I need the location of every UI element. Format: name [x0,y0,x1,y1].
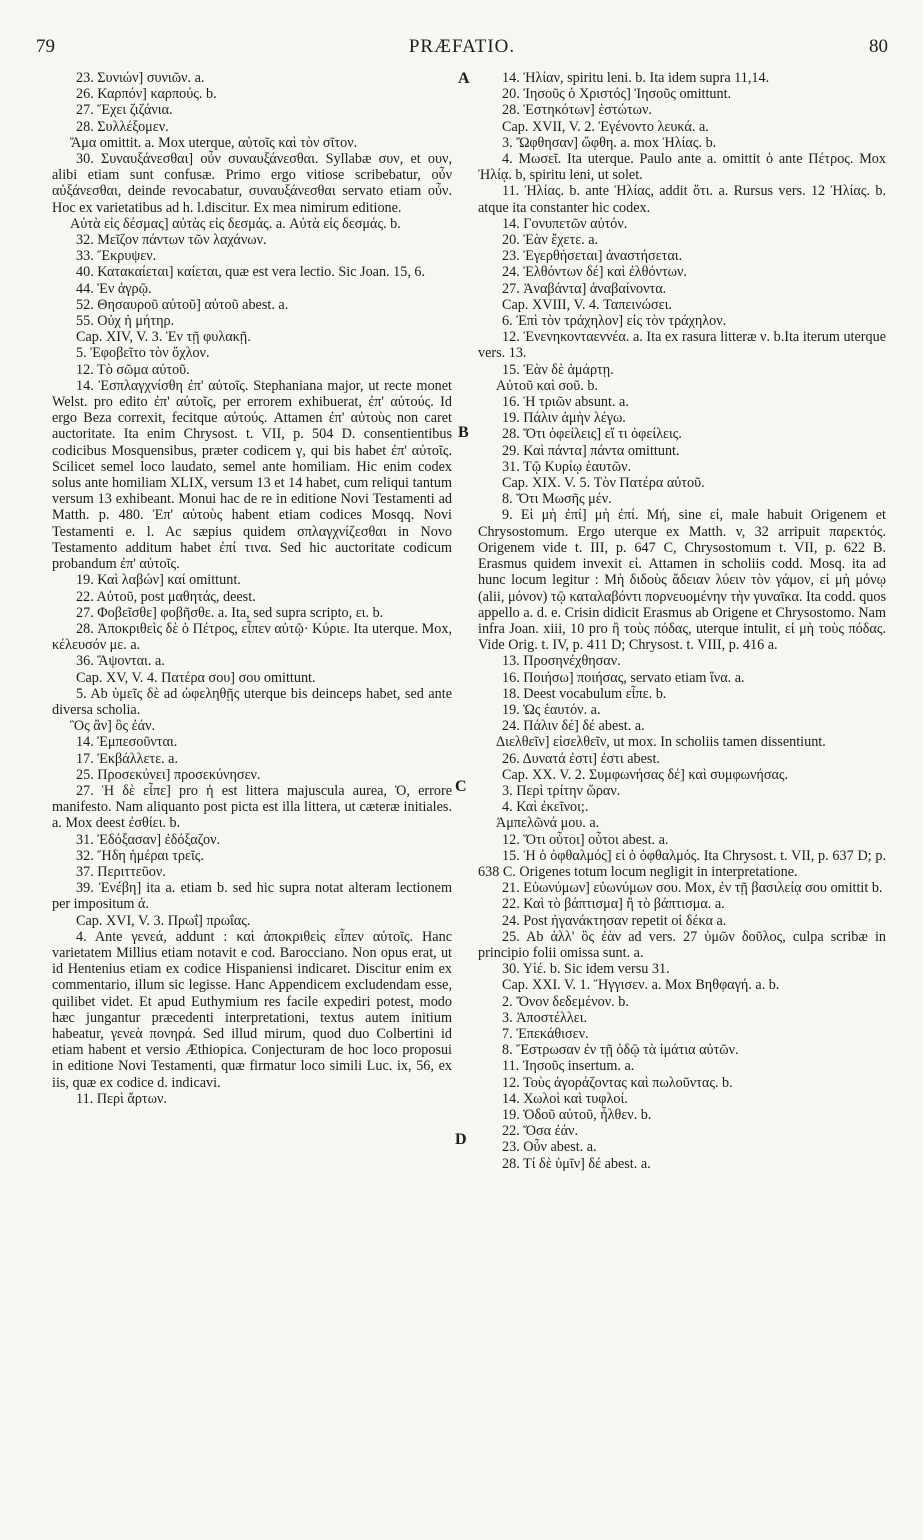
note-entry: 28. Συλλέξομεν. [76,118,169,135]
left-column [52,70,452,1510]
right-column [478,70,886,1510]
note-entry: 22. Ὅσα ἐάν. [502,1123,579,1140]
note-entry: 8. Ὅτι Μωσῆς μέν. [502,491,612,508]
page-header [36,36,888,64]
note-entry: 19. Καὶ λαβών] καί omittunt. [76,572,241,589]
note-entry: 23. Οὖν abest. a. [502,1139,597,1156]
note-entry: Διελθεῖν] εἰσελθεῖν, ut mox. In scholiis tamen dissentiunt. [496,734,826,751]
note-entry: 26. Δυνατά ἐστι] ἐστι abest. [502,750,660,767]
note-entry: 23. Συνιών] συνιῶν. a. [76,70,205,86]
note-entry: Cap. XIV, V. 3. Ἐν τῇ φυλακῇ. [76,329,251,346]
note-entry: Cap. XIX. V. 5. Τὸν Πατέρα αὐτοῦ. [502,475,705,492]
note-entry: 32. Ἤδη ἡμέραι τρεῖς. [76,847,204,864]
note-entry: 14. Χωλοὶ καὶ τυφλοί. [502,1090,628,1107]
note-entry: 29. Καὶ πάντα] πάντα omittunt. [502,442,680,459]
note-entry: Ἅμα omittit. a. Mox uterque, αὐτοῖς καὶ τὸν σῖτον. [70,134,358,151]
note-entry: 5. Ἐφοβεῖτο τὸν ὄχλον. [76,345,210,362]
note-entry: 24. Πάλιν δέ] δέ abest. a. [502,718,645,735]
note-entry: 28. Ἀποκριθεὶς δὲ ὁ Πέτρος, εἶπεν αὐτῷ· Κύριε. Ita uterque. Mox, κέλευσόν με. a. [52,620,452,654]
note-entry: 27. Ἔχει ζιζάνια. [76,102,173,119]
note-entry: 14. Ἠλίαν, spiritu leni. b. Ita idem supra 11,14. [502,70,770,86]
note-entry: 24. Ἐλθόντων δέ] καὶ ἐλθόντων. [502,264,687,281]
note-entry: Cap. XV, V. 4. Πατέρα σου] σου omittunt. [76,669,316,686]
note-entry: 33. Ἔκρυψεν. [76,248,157,265]
note-entry: Cap. XXI. V. 1. Ἤγγισεν. a. Mox Βηθφαγή. a. b. [502,977,780,994]
note-entry: 22. Καὶ τὸ βάπτισμα] ἢ τὸ βάπτισμα. a. [502,896,725,913]
note-entry: 28. Ὅτι ὀφείλεις] εἴ τι ὀφείλεις. [502,426,682,443]
note-entry: 12. Τοὺς ἀγοράζοντας καὶ πωλοῦντας. b. [502,1074,733,1091]
note-entry: 40. Κατακαίεται] καίεται, quæ est vera lectio. Sic Joan. 15, 6. [76,264,426,281]
note-entry: 9. Εἰ μὴ ἐπί] μὴ ἐπί. Μή, sine εἰ, male habuit Origenem et Chrysostomum. Ergo uterque ex Matth. v, 32 arripuit παρεκτός. Origenem vide t. III, p. 647 C, Chrysostomum t. VII, p. 622 B. Erasmus quidem invexit εἰ. Attamen in scholiis codd. Mosq. ita ad hunc locum legitur : Μὴ διδοὺς ἄδειαν λύειν τὸν γάμον, εἰ μὴ μόνῳ (alii, μόνον) τῷ καταλαβόντι πορνευομένην τὴν γυναῖκα. Ita codd. quos appello a. d. e. Crisin didicit Erasmus ab Origene et Chrysostomo. Nam infra Joan. xiii, 10 pro ἢ τοὺς πόδας, uterque intulit, εἰ μὴ τοὺς πόδας. Vide Orig. t. IV, p. 411 D; Chrysost. t. VIII, p. 416 a. [478,507,886,654]
note-entry: 36. Ἅψονται. a. [76,653,165,670]
note-entry: 37. Περιττεῦον. [76,863,166,880]
note-entry: 30. Συναυξάνεσθαι] οὖν συναυξάνεσθαι. Syllabæ συν, et ουν, alibi etiam sunt confusæ. Primo ergo vitiose scribebatur, οὖν αὐξάνεσθαι, deinde revocabatur, συναυξάνεσθαι servato etiam οὖν. Hoc ex varietatibus ad h. l.discitur. Ex mea nimirum editione. [52,151,452,216]
note-entry: 8. Ἔστρωσαν ἐν τῇ ὁδῷ τὰ ἱμάτια αὐτῶν. [502,1042,739,1059]
running-title: PRÆFATIO. [408,36,516,57]
note-entry: 21. Εὐωνύμων] εὐωνύμων σου. Mox, ἐν τῇ βασιλείᾳ σου omittit b. [502,880,883,897]
note-entry: 44. Ἐν ἀγρῷ. [76,280,152,297]
note-entry: 13. Προσηνέχθησαν. [502,653,621,670]
note-entry: 14. Ἐσπλαγχνίσθη ἐπ' αὐτοῖς. Stephaniana major, ut recte monet Welst. pro edito ἐπ' αὐτοῖς, per errorem exhibuerat, ἐπ' αὐτούς. Id ergo Beza correxit, fecitque αὐτούς. Attamen ἐπ' αὐτοὺς non caret auctoritate. Ita enim Chrysost. t. VII, p. 504 D. consentientibus codicibus Mosquensibus, præter codicem γ, qui bis habet ἐπ' αὐτοῖς. Scilicet semel loco laudato, semel ante homiliam. Hic enim codex solus ante homiliam XLIX, versum 13 et 14 habet, cum reliqui tantum versum 13 exhibeant. Monui hac de re in editione Novi Testamenti ad Matth. p. 480. Ἐπ' αὐτοὺς habent etiam codices Mosqq. Novi Testamenti e. l. Ac sæpius quidem σπλαγχνίζεσθαι in Novo Testamento additum habet ἐπί τινα. Sed hic auctoritate codicum probandum ἐπ' αὐτοῖς. [52,377,452,573]
note-entry: 19. Ὡς ἑαυτόν. a. [502,701,601,718]
note-entry: Αὐτὰ εἰς δέσμας] αὐτὰς εἰς δεσμάς. a. Αὐτὰ εἰς δεσμάς. b. [70,215,401,232]
note-entry: 11. Ἰησοῦς insertum. a. [502,1058,635,1075]
note-entry: 19. Πάλιν ἀμὴν λέγω. [502,410,626,427]
note-entry: 15. Ἐὰν δὲ ἁμάρτῃ. [502,361,614,378]
note-entry: 55. Οὐχ ἡ μήτηρ. [76,313,175,330]
note-entry: 23. Ἐγερθήσεται] ἀναστήσεται. [502,248,683,265]
note-entry: 14. Γονυπετῶν αὐτόν. [502,215,628,232]
note-entry: 27. Ἡ δὲ εἶπε] pro ἡ est littera majuscula aurea, Ὁ, errore manifesto. Nam aliquanto post picta est illa littera, ut cæteræ initiales. a. Mox deest ἐσθίει. b. [52,782,452,832]
note-entry: Ὃς ἂν] ὃς ἐάν. [70,718,156,735]
note-entry: 2. Ὄνον δεδεμένον. b. [502,993,629,1010]
page-number-left: 79 [36,36,55,57]
note-entry: 28. Τί δὲ ὑμῖν] δέ abest. a. [502,1155,651,1172]
note-entry: 25. Προσεκύνει] προσεκύνησεν. [76,766,261,783]
note-entry: 20. Ἐὰν ἔχετε. a. [502,232,599,249]
note-entry: 25. Ab ἀλλ' ὃς ἐὰν ad vers. 27 ὑμῶν δοῦλος, culpa scribæ in principio folii omissa sunt. a. [478,928,886,961]
note-entry: 5. Ab ὑμεῖς δὲ ad ὠφεληθῇς uterque bis deinceps habet, sed ante diversa scholia. [52,685,452,718]
note-entry: 12. Τὸ σῶμα αὐτοῦ. [76,361,190,378]
note-entry: 4. Καὶ ἐκεῖνοι;. [502,799,589,816]
note-entry: 4. Μωσεῖ. Ita uterque. Paulo ante a. omittit ὁ ante Πέτρος. Mox Ἠλίᾳ. b, spiritu leni, ut solet. [478,151,886,184]
note-entry: Cap. XVII, V. 2. Ἐγένοντο λευκά. a. [502,118,709,135]
note-entry: 31. Τῷ Κυρίῳ ἑαυτῶν. [502,458,632,475]
note-entry: 12. Ὅτι οὗτοι] οὗτοι abest. a. [502,831,669,848]
note-entry: Cap. XVIII, V. 4. Ταπεινώσει. [502,296,672,313]
note-entry: 30. Υἱέ. b. Sic idem versu 31. [502,961,670,978]
section-marker-c: C [455,778,467,795]
note-entry: 26. Καρπόν] καρπούς. b. [76,86,217,103]
section-marker-a: A [458,70,470,87]
note-entry: 27. Φοβεῖσθε] φοβῆσθε. a. Ita, sed supra scripto, ει. b. [76,604,384,621]
note-entry: 6. Ἐπὶ τὸν τράχηλον] εἰς τὸν τράχηλον. [502,313,727,330]
note-entry: 3. Περὶ τρίτην ὥραν. [502,782,621,799]
note-entry: 20. Ἰησοῦς ὁ Χριστός] Ἰησοῦς omittunt. [502,86,732,103]
note-entry: 39. Ἐνέβη] ita a. etiam b. sed hic supra notat alteram lectionem per impositum ά. [52,880,452,913]
note-entry: 17. Ἐκβάλλετε. a. [76,750,179,767]
note-entry: 15. Ἡ ὁ ὀφθαλμός] εἰ ὁ ὀφθαλμός. Ita Chrysost. t. VII, p. 637 D; p. 638 C. Origenes totum locum negligit in interpretatione. [478,847,886,880]
note-entry: Αὐτοῦ καὶ σοῦ. b. [496,377,598,394]
note-entry: 52. Θησαυροῦ αὐτοῦ] αὐτοῦ abest. a. [76,296,289,313]
note-entry: 31. Ἐδόξασαν] ἐδόξαζον. [76,831,221,848]
note-entry: Cap. XVI, V. 3. Πρωΐ] πρωΐας. [76,912,251,929]
note-entry: Ἀμπελῶνά μου. a. [496,815,600,832]
note-entry: 3. Ἀποστέλλει. [502,1009,588,1026]
note-entry: 27. Ἀναβάντα] ἀναβαίνοντα. [502,280,667,297]
note-entry: 11. Περὶ ἄρτων. [76,1090,167,1107]
note-entry: 19. Ὁδοῦ αὐτοῦ, ἦλθεν. b. [502,1107,652,1123]
note-entry: Cap. XX. V. 2. Συμφωνήσας δέ] καὶ συμφωνήσας. [502,766,789,783]
note-entry: 11. Ἠλίας. b. ante Ἠλίας, addit ὅτι. a. Rursus vers. 12 Ἠλίας. b. atque ita constanter hic codex. [478,183,886,216]
note-entry: 24. Post ἠγανάκτησαν repetit οἱ δέκα a. [502,912,727,929]
note-entry: 14. Ἐμπεσοῦνται. [76,734,178,751]
section-marker-d: D [455,1131,467,1148]
section-marker-b: B [458,424,469,441]
note-entry: 18. Deest vocabulum εἶπε. b. [502,685,667,702]
note-entry: 7. Ἐπεκάθισεν. [502,1025,589,1042]
note-entry: 28. Ἑστηκότων] ἑστώτων. [502,102,652,119]
note-entry: 16. Ἡ τριῶν absunt. a. [502,394,629,411]
page-number-right: 80 [869,36,888,57]
note-entry: 32. Μεῖζον πάντων τῶν λαχάνων. [76,232,267,249]
note-entry: 12. Ἐνενηκονταεννέα. a. Ita ex rasura litteræ ν. b.Ita iterum uterque vers. 13. [478,329,886,362]
note-entry: 3. Ὤφθησαν] ὤφθη. a. mox Ἠλίας. b. [502,134,717,151]
note-entry: 22. Αὐτοῦ, post μαθητάς, deest. [76,588,256,605]
note-entry: 4. Ante γενεά, addunt : καὶ ἀποκριθεὶς εἶπεν αὐτοῖς. Hanc varietatem Millius etiam notavit e cod. Barocciano. Non opus erat, ut id Hentenius etiam ex codice Hispaniensi indicaret. Discitur enim ex commentario, illum sic legisse. Hanc Appendicem excludendam esse, quilibet videt. Et apud Euthymium res facile expediri potest, modo hæc jungantur præcedenti interpretationi, textus autem initium habeatur, γενεὰ πονηρά. Sed illud mirum, quod duo Colbertini id etiam habent et versio Æthiopica. Conjecturam de hoc loco proposui in editione Novi Testamenti, quæ firmatur loco simili Luc. ix, 56, ex iis, quæ ex codice d. indicavi. [52,928,452,1091]
note-entry: 16. Ποιήσω] ποιήσας, servato etiam ἵνα. a. [502,669,745,686]
